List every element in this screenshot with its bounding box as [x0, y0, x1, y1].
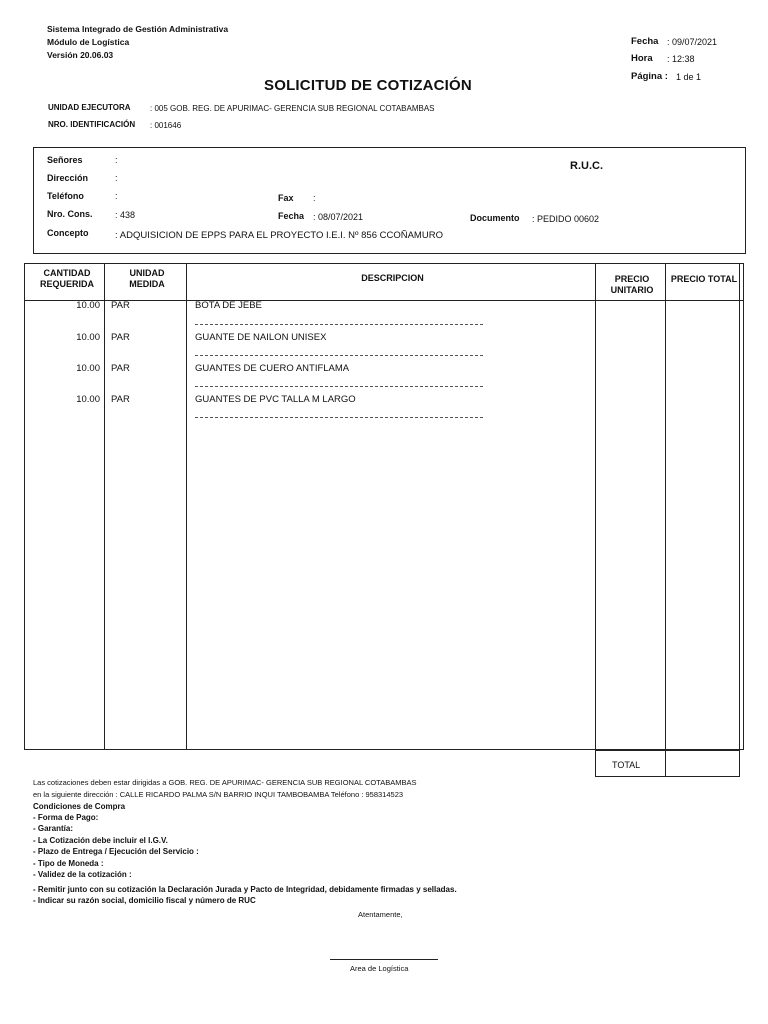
unidad-value: : 005 GOB. REG. DE APURIMAC- GERENCIA SUB REGIONAL COTABAMBAS: [150, 104, 435, 113]
signature-label: Area de Logística: [350, 964, 409, 973]
row-3-underline: [195, 386, 483, 387]
documento-value: : PEDIDO 00602: [532, 214, 600, 224]
condition-item: - Validez de la cotización :: [33, 870, 132, 879]
telefono-label: Teléfono: [47, 191, 84, 201]
hora-value: : 12:38: [667, 54, 695, 64]
row-4-unidad: PAR: [111, 394, 130, 405]
condition-item: - Garantía:: [33, 824, 74, 833]
telefono-value: :: [115, 191, 118, 201]
closing-text: Atentamente,: [358, 910, 403, 919]
concepto-label: Concepto: [47, 228, 89, 238]
row-1-unidad: PAR: [111, 300, 130, 311]
concepto-value: : ADQUISICION DE EPPS PARA EL PROYECTO I.E.I. Nº 856 CCOÑAMURO: [115, 230, 443, 241]
fecha-cons-label: Fecha: [278, 211, 305, 221]
module-name: Módulo de Logística: [47, 37, 130, 47]
col-divider: [595, 263, 596, 777]
row-4-cantidad: 10.00: [76, 394, 100, 405]
header-unidad: UNIDAD MEDIDA: [129, 268, 165, 289]
signature-line: [330, 959, 438, 960]
ruc-label: R.U.C.: [570, 160, 603, 172]
version: Versión 20.06.03: [47, 50, 114, 60]
table-frame: [24, 263, 744, 750]
nro-cons-label: Nro. Cons.: [47, 209, 93, 219]
fecha-cons-value: : 08/07/2021: [313, 212, 364, 222]
header-cantidad: CANTIDAD REQUERIDA: [39, 268, 94, 289]
senores-value: :: [115, 155, 118, 165]
row-2-cantidad: 10.00: [76, 332, 100, 343]
col-divider: [186, 263, 187, 750]
header-precio-total: PRECIO TOTAL: [670, 274, 738, 284]
nro-cons-value: : 438: [115, 210, 136, 220]
hora-label: Hora: [631, 53, 653, 64]
pagina-label: Página :: [631, 71, 668, 82]
row-3-unidad: PAR: [111, 363, 130, 374]
pagina-value: 1 de 1: [676, 72, 702, 82]
condition-item: - Tipo de Moneda :: [33, 859, 104, 868]
direccion-label: Dirección: [47, 173, 89, 183]
row-3-cantidad: 10.00: [76, 363, 100, 374]
col-divider: [739, 263, 740, 777]
condition-item: - La Cotización debe incluir el I.G.V.: [33, 836, 168, 845]
total-top-line: [595, 750, 739, 751]
condition-item: - Forma de Pago:: [33, 813, 99, 822]
documento-label: Documento: [470, 213, 520, 223]
total-bottom-line: [595, 776, 739, 777]
row-4-underline: [195, 417, 483, 418]
row-2-descripcion: GUANTE DE NAILON UNISEX: [195, 332, 327, 343]
page-title: SOLICITUD DE COTIZACIÓN: [264, 77, 472, 94]
fax-label: Fax: [278, 193, 294, 203]
row-2-unidad: PAR: [111, 332, 130, 343]
header-precio-unitario: PRECIO UNITARIO: [610, 274, 654, 295]
condition-item: - Indicar su razón social, domicilio fiscal y número de RUC: [33, 896, 256, 905]
nro-identificacion-label: NRO. IDENTIFICACIÓN: [48, 120, 136, 129]
row-2-underline: [195, 355, 483, 356]
conditions-title: Condiciones de Compra: [33, 802, 126, 811]
nro-identificacion-value: : 001646: [150, 121, 182, 130]
footer-line-1: Las cotizaciones deben estar dirigidas a GOB. REG. DE APURIMAC- GERENCIA SUB REGIONAL COTABAMBAS: [33, 778, 417, 787]
condition-item: - Remitir junto con su cotización la Declaración Jurada y Pacto de Integridad, debidamente firmadas y selladas.: [33, 885, 457, 894]
condition-item: - Plazo de Entrega / Ejecución del Servicio :: [33, 847, 199, 856]
senores-label: Señores: [47, 155, 83, 165]
total-label: TOTAL: [612, 760, 641, 770]
direccion-value: :: [115, 173, 118, 183]
row-1-cantidad: 10.00: [76, 300, 100, 311]
col-divider: [104, 263, 105, 750]
footer-line-2: en la siguiente dirección : CALLE RICARDO PALMA S/N BARRIO INQUI TAMBOBAMBA Teléfono : 958314523: [33, 790, 404, 799]
fecha-value: : 09/07/2021: [667, 37, 718, 47]
unidad-label: UNIDAD EJECUTORA: [48, 103, 131, 112]
header-descripcion: DESCRIPCION: [361, 273, 424, 283]
system-name: Sistema Integrado de Gestión Administrativa: [47, 24, 229, 34]
row-1-descripcion: BOTA DE JEBE: [195, 300, 262, 311]
fecha-label: Fecha: [631, 36, 659, 47]
row-4-descripcion: GUANTES DE PVC TALLA M LARGO: [195, 394, 356, 405]
header-divider: [24, 300, 744, 301]
fax-value: :: [313, 193, 316, 203]
row-1-underline: [195, 324, 483, 325]
row-3-descripcion: GUANTES DE CUERO ANTIFLAMA: [195, 363, 350, 374]
col-divider: [665, 263, 666, 777]
